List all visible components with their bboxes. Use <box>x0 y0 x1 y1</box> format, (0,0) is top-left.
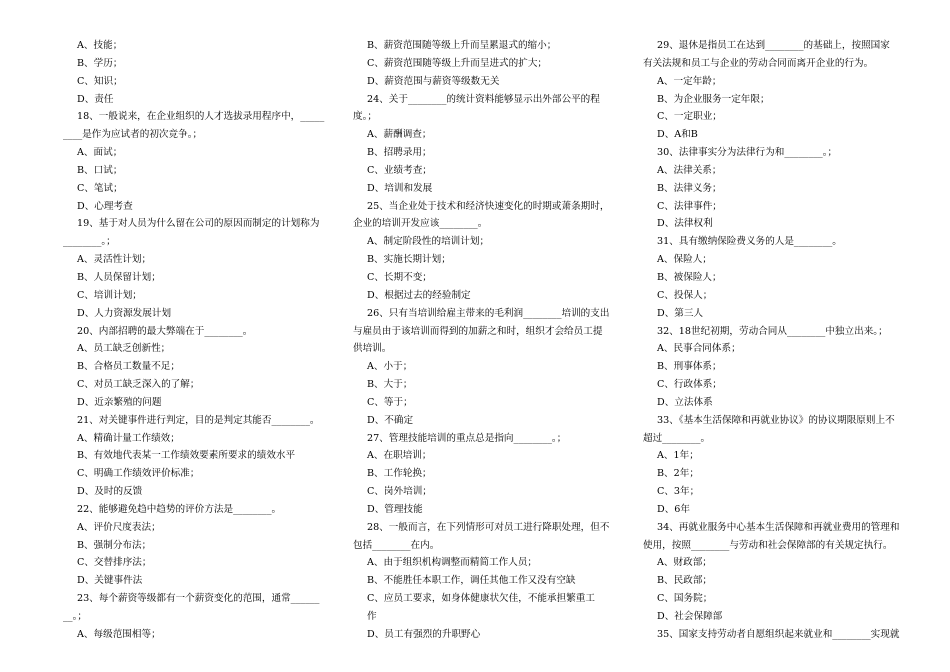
question-text: 21、对关键事件进行判定，目的是判定其能否________。 <box>77 414 320 426</box>
question-text: 有关法规和员工与企业的劳动合同而离开企业的行为。 <box>643 57 874 69</box>
answer-option: A、小于； <box>367 361 413 373</box>
question-text: 包括________在内。 <box>353 539 440 551</box>
answer-option: D、管理技能 <box>367 503 423 515</box>
question-text: 31、具有缴纳保险费义务的人是________。 <box>657 236 842 248</box>
answer-option: C、应员工要求，如身体健康状欠佳，不能承担繁重工 <box>367 593 595 605</box>
answer-option: A、评价尺度表法； <box>77 521 161 533</box>
answer-option: B、被保险人； <box>657 271 722 283</box>
answer-option: D、第三人 <box>657 307 704 319</box>
answer-option: B、薪资范围随等级上升而呈累退式的缩小； <box>367 40 557 51</box>
answer-option: D、薪资范围与薪资等级数无关 <box>367 75 500 87</box>
question-text: 使用，按照________与劳动和社会保障部的有关规定执行。 <box>643 539 893 551</box>
answer-option: D、近亲繁殖的问题 <box>77 396 162 408</box>
answer-option: B、为企业服务一定年限； <box>657 93 770 105</box>
answer-option: C、法律事件； <box>657 200 722 212</box>
column-left <box>63 37 331 644</box>
question-text: __。； <box>63 611 87 622</box>
answer-option: A、精确计量工作绩效； <box>77 432 180 444</box>
answer-option: B、人员保留计划； <box>77 271 161 283</box>
answer-option: C、国务院； <box>657 593 713 605</box>
answer-option: A、面试； <box>77 147 123 159</box>
answer-option: A、民事合同体系； <box>657 343 741 355</box>
question-text: 超过________。 <box>643 432 711 444</box>
answer-option: C、等于； <box>367 396 413 408</box>
question-text: 供培训。 <box>353 343 392 355</box>
question-text: 28、一般而言，在下列情形可对员工进行降职处理，但不 <box>367 521 610 533</box>
answer-option: B、2年； <box>657 468 699 480</box>
answer-option: A、法律关系； <box>657 164 722 176</box>
answer-option: C、培训计划； <box>77 289 142 301</box>
answer-option: A、薪酬调查； <box>367 129 432 141</box>
question-text: 27、管理技能培训的重点总是指向________。； <box>367 432 567 444</box>
answer-option: B、口试； <box>77 164 123 176</box>
question-text: 18、一般说来，在企业组织的人才选拔录用程序中，_____ <box>77 111 325 123</box>
answer-option: A、员工缺乏创新性； <box>77 343 171 355</box>
answer-option: A、每级范围相等； <box>77 628 161 640</box>
question-text: 35、国家支持劳动者自愿组织起来就业和________实现就 <box>657 628 900 640</box>
answer-option: D、根据过去的经验制定 <box>367 289 471 301</box>
question-text: 20、内部招聘的最大弊端在于________。 <box>77 325 253 337</box>
answer-option: B、法律义务； <box>657 182 722 194</box>
answer-option: D、心理考查 <box>77 200 133 212</box>
question-text: 32、18世纪初期，劳动合同从________中独立出来。； <box>657 325 888 337</box>
answer-option: D、关键事件法 <box>77 575 143 587</box>
answer-option: C、岗外培训； <box>367 486 432 498</box>
answer-option: A、在职培训； <box>367 450 432 462</box>
answer-option: C、行政体系； <box>657 379 722 391</box>
question-text: 25、当企业处于技术和经济快速变化的时期或萧条期时， <box>367 200 610 212</box>
answer-option: A、灵活性计划； <box>77 254 152 266</box>
answer-option: D、员工有强烈的升职野心 <box>367 628 481 640</box>
question-text: 30、法律事实分为法律行为和________。； <box>657 147 838 159</box>
answer-option: B、工作轮换； <box>367 468 432 480</box>
answer-option: D、不确定 <box>367 414 414 426</box>
answer-option: B、刑事体系； <box>657 361 722 373</box>
answer-option: A、一定年龄； <box>657 75 722 87</box>
answer-option: A、保险人； <box>657 254 712 266</box>
question-text: 度。； <box>353 111 377 123</box>
answer-option: D、人力资源发展计划 <box>77 307 172 319</box>
answer-option: 作 <box>367 611 377 622</box>
answer-option: A、1年； <box>657 450 699 462</box>
answer-option: D、A和B <box>657 129 698 141</box>
answer-option: B、有效地代表某一工作绩效要素所要求的绩效水平 <box>77 450 296 462</box>
answer-option: B、合格员工数量不足； <box>77 361 180 373</box>
question-text: 22、能够避免趋中趋势的评价方法是________。 <box>77 503 282 515</box>
question-text: ____是作为应试者的初次竞争。； <box>63 129 203 141</box>
column-right <box>643 37 911 644</box>
answer-option: C、业绩考查； <box>367 164 432 176</box>
answer-option: C、对员工缺乏深入的了解； <box>77 379 200 391</box>
answer-option: B、民政部； <box>657 575 713 587</box>
column-middle <box>353 37 621 644</box>
answer-option: B、强制分布法； <box>77 539 152 551</box>
answer-option: A、财政部； <box>657 557 712 569</box>
answer-option: B、大于； <box>367 379 413 391</box>
answer-option: B、招聘录用； <box>367 147 432 159</box>
answer-option: B、实施长期计划； <box>367 254 451 266</box>
answer-option: A、技能； <box>77 40 123 51</box>
question-text: 23、每个薪资等级都有一个薪资变化的范围，通常______ <box>77 593 320 605</box>
question-text: 34、再就业服务中心基本生活保障和再就业费用的管理和 <box>657 521 900 533</box>
question-text: 33、《基本生活保障和再就业协议》的协议期限原则上不 <box>657 414 895 426</box>
answer-option: C、投保人； <box>657 289 713 301</box>
answer-option: A、制定阶段性的培训计划； <box>367 236 490 248</box>
question-text: ________。； <box>63 236 116 248</box>
answer-option: C、交替排序法； <box>77 557 152 569</box>
answer-option: C、3年； <box>657 486 700 498</box>
answer-option: C、笔试； <box>77 182 123 194</box>
question-text: 29、退休是指员工在达到________的基础上，按照国家 <box>657 40 890 51</box>
question-text: 与雇员由于该培训而得到的加薪之和时，组织才会给员工提 <box>353 325 603 337</box>
answer-option: B、学历； <box>77 57 123 69</box>
answer-option: C、薪资范围随等级上升而呈进式的扩大； <box>367 57 548 69</box>
answer-option: B、不能胜任本职工作，调任其他工作又没有空缺 <box>367 575 576 587</box>
question-text: 企业的培训开发应该________。 <box>353 218 488 230</box>
answer-option: D、培训和发展 <box>367 182 433 194</box>
answer-option: D、社会保障部 <box>657 611 723 622</box>
answer-option: C、明确工作绩效评价标准； <box>77 468 200 480</box>
question-text: 19、基于对人员为什么留在公司的原因而制定的计划称为 <box>77 218 320 230</box>
answer-option: D、及时的反馈 <box>77 486 143 498</box>
answer-option: D、6年 <box>657 503 690 515</box>
answer-option: D、立法体系 <box>657 396 713 408</box>
question-text: 26、只有当培训给雇主带来的毛利润________培训的支出 <box>367 307 610 319</box>
answer-option: D、责任 <box>77 93 114 105</box>
answer-option: C、一定职业； <box>657 111 722 123</box>
answer-option: D、法律权利 <box>657 218 713 230</box>
answer-option: A、由于组织机构调整而精简工作人员； <box>367 557 538 569</box>
question-text: 24、关于________的统计资料能够显示出外部公平的程 <box>367 93 600 105</box>
answer-option: C、长期不变； <box>367 271 432 283</box>
answer-option: C、知识； <box>77 75 123 87</box>
